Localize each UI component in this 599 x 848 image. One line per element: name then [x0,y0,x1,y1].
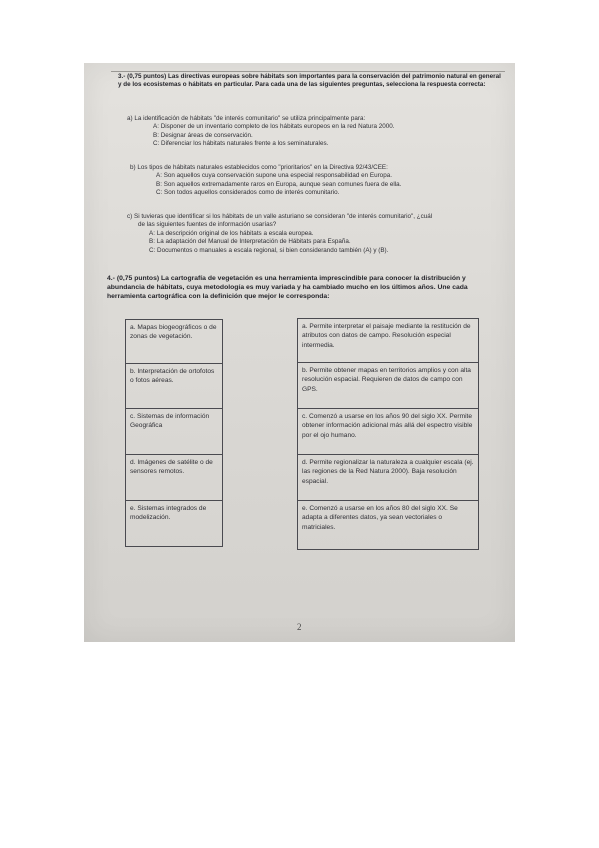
question-3a-option-a: A: Disponer de un inventario completo de los hábitats europeos en la red Natura 2000. [153,123,395,131]
definition-item: c. Comenzó a usarse en los años 90 del siglo XX. Permite obtener información adicional más allá del espectro visible por el ojo humano. [298,408,478,454]
question-4-heading: 4.- (0,75 puntos) La cartografía de vegetación es una herramienta imprescindible para conocer la distribución y abundancia de hábitats, cuya metodología es muy variada y ha cambiado mucho en los últimos años. Une cada herramienta cartográfica con la definición que mejor le corresponda: [107,275,468,300]
question-3c [127,213,432,255]
definition-item: e. Comenzó a usarse en los años 80 del siglo XX. Se adapta a diferentes datos, ya sean vectoriales o matriciales. [298,500,478,549]
top-rule [111,71,505,72]
question-3b-option-b: B: Son aquellos extremadamente raros en Europa, aunque sean comunes fuera de ella. [156,180,402,188]
page-number: 2 [297,622,302,632]
definition-item: d. Permite regionalizar la naturaleza a cualquier escala (ej. las regiones de la Red Natura 2000). Baja resolución espacial. [298,454,478,500]
question-3c-stem-line1: c) Si tuvieras que identificar si los hábitats de un valle asturiano se consideran "de interés comunitario", ¿cuál [127,213,433,220]
definition-item: b. Permite obtener mapas en territorios amplios y con alta resolución espacial. Requieren de datos de campo con GPS. [298,362,478,408]
tool-item: e. Sistemas integrados de modelización. [126,500,222,546]
question-3c-option-c: C: Documentos o manuales a escala regional, si bien considerando también (A) y (B). [149,246,389,254]
question-3c-stem-line2: de las siguientes fuentes de información usarías? [138,221,277,229]
question-3a [127,115,395,149]
question-3c-option-a: A: La descripción original de los hábitats a escala europea. [149,229,314,237]
question-3a-option-b: B: Designar áreas de conservación. [153,131,253,139]
question-3b-stem: b) Los tipos de hábitats naturales establecidos como "prioritarios" en la Directiva 92/43/CEE: [130,164,388,171]
question-3a-stem: a) La identificación de hábitats "de interés comunitario" se utiliza principalmente para: [127,115,366,122]
tool-item: d. Imágenes de satélite o de sensores remotos. [126,454,222,500]
question-3b-option-c: C: Son todos aquellos considerados como de interés comunitario. [156,189,340,197]
question-3a-option-c: C: Diferenciar los hábitats naturales frente a los seminaturales. [153,140,329,148]
question-3c-option-b: B: La adaptación del Manual de Interpretación de Hábitats para España. [149,238,351,246]
question-3b-option-a: A: Son aquellos cuya conservación supone una especial responsabilidad en Europa. [156,172,392,180]
tools-column [125,319,223,547]
definitions-column [297,318,479,550]
tool-item: a. Mapas biogeográficos o de zonas de vegetación. [130,324,217,341]
definition-item: a. Permite interpretar el paisaje mediante la restitución de atributos con datos de campo. Resolución especial intermedia. [302,323,471,349]
question-3-heading: 3.- (0,75 puntos) Las directivas europeas sobre hábitats son importantes para la conservación del patrimonio natural en general y de los ecosistemas o hábitats en particular. Para cada una de las siguientes preguntas, selecciona la respuesta correcta: [118,73,501,89]
question-3b [130,164,401,198]
tool-item: b. Interpretación de ortofotos o fotos aéreas. [126,363,222,408]
tool-item: c. Sistemas de información Geográfica [126,408,222,454]
